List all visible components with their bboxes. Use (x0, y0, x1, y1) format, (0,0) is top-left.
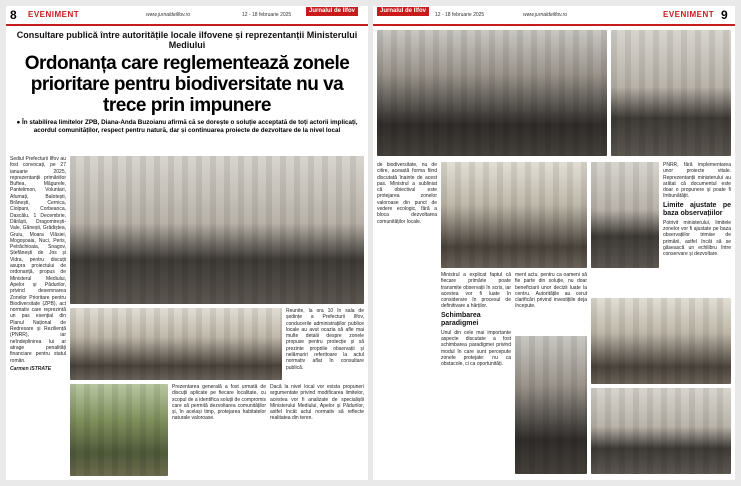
column-text: Prezentarea generală a fost urmată de discuții aplicate pe fiecare localitate, cu scopul de a identifica soluții de compromis care să permită dezvoltarea comunităților și, în același timp, protejarea habitatelor naturale valoroase. (172, 384, 266, 422)
text-column-3 (172, 384, 266, 476)
site-url: www.jurnaldeilfov.ro (523, 12, 568, 18)
text-column-3 (515, 272, 587, 332)
meeting-photo-wide (70, 156, 364, 304)
article-subtitle: Consultare publică între autoritățile locale ilfovene și reprezentanții Ministerului Mediului (16, 30, 358, 50)
column-text: PNRR, fără implementarea unor proiecte vitale. Reprezentanții ministerului au arătat că documentul este doar o propunere și poate fi îmbunătățit. (663, 162, 731, 200)
issue-date: 12 - 18 februarie 2025 (435, 12, 485, 18)
forest-photo (70, 384, 168, 476)
officials-table-photo (70, 308, 282, 380)
section-heading: Schimbarea paradigmei (441, 311, 481, 327)
text-column-1 (10, 156, 66, 474)
article-lead: ● În stabilirea limitelor ZPB, Diana-Anda Buzoianu afirmă că se dorește o soluție acceptată de toți actorii implicați, acordul comunităților, respect pentru natură, dar și continuarea proiecte de dezvoltare de la nivel local (16, 119, 358, 134)
page-header (373, 6, 735, 26)
section-label: EVENIMENT (663, 10, 715, 19)
discussion-photo (441, 162, 587, 268)
column-text: Reunite, la ora 10 în sala de ședințe a Prefecturii Ilfov, conducerile administrațiilor publice locale au avut ocazia să afle mai multe detalii despre zonele propuse pentru protecție și să prezinte propriile observații și nelămuriri referitoare la actul normativ aflat în consultare publică. (286, 308, 364, 371)
text-column-2 (286, 308, 364, 380)
text-column-1 (377, 162, 437, 474)
text-column-2 (441, 272, 511, 474)
text-column-4 (270, 384, 364, 476)
page-number: 9 (721, 8, 728, 22)
section-heading: Limite ajustate pe baza observațiilor (663, 201, 731, 217)
left-page (6, 6, 368, 480)
issue-date: 12 - 18 februarie 2025 (242, 12, 292, 18)
page-number: 8 (10, 8, 17, 22)
audience-closeup-photo (515, 336, 587, 474)
column-text: Potrivit ministerului, limitele zonelor vor fi ajustate pe baza observațiilor trimise de primării, astfel încât să se găsească un echilibru între conservare și dezvoltare. (663, 219, 731, 258)
newspaper-logo: Jurnalul de Ilfov (306, 7, 358, 16)
page-header (6, 6, 368, 26)
minister-presentation-photo (377, 30, 607, 156)
article-title: Ordonanța care reglementează zonele prioritare pentru biodiversitate nu va trece prin impunere (24, 53, 350, 116)
right-page (373, 6, 735, 480)
newspaper-logo: Jurnalul de Ilfov (377, 7, 429, 16)
author-byline: Carmen ISTRATE (10, 365, 52, 372)
text-column-4 (663, 162, 731, 294)
section-label: EVENIMENT (28, 10, 80, 19)
column-text: Unul din cele mai importante aspecte discutate a fost schimbarea paradigmei privind modul în care sunt percepute zonele protejate: nu ca obstacole, ci ca oportunități. (441, 329, 511, 368)
column-text: de biodiversitate, nu de citire, această forma fiind discutată înainte de acest pas. Ministrul a subliniat că obiectivul este protejarea zonelor valoroase din punct de vedere ecologic, fără a bloca dezvoltarea comunităților locale. (377, 162, 437, 225)
participants-photo (591, 162, 659, 268)
site-url: www.jurnaldeilfov.ro (146, 12, 191, 18)
column-text: ment actu. pentru ca oameni să fie parte din soluție, nu doar beneficiarii unor decizii luate la centru. Autoritățile au cerut clarificări privind investițiile deja începute. (515, 272, 587, 310)
hall-photo (591, 298, 731, 384)
column-text: Dacă la nivel local vor exista propuneri argumentate privind modificarea limitelor, acestea vor fi analizate de specialiștii Ministerului Mediului, Apelor și Pădurilor, astfel încât actul normativ să reflecte realitatea din teren. (270, 384, 364, 422)
conference-photo (591, 388, 731, 474)
column-text: Sediul Prefecturii Ilfov au fost convocați, pe 27 ianuarie 2025, reprezentanții primăriilor Buftea, Măgurele, Pantelimon, Voluntari, Afumați, Balotești, Brănești, Cernica, Ciolpani, Corbeanca, Dascălu, 1 Decembrie, Dărăști, Dragomirești-Vale, Gănești, Grădiștea, Gruiu, Moara Vlăsiei, Mogoșoaia, Nuci, Peris, Petrăchioaia, Snagov, Ștefănești de Jos și Vidra, pentru discuții asupra proiectului de ordonanță, propus de Ministerul Mediului, Apelor și Pădurilor, privind desemnarea Zonelor Prioritare pentru Biodiversitate (ZPB), act normativ care reprezintă un pas esențial din Planul Național de Redresare și Reziliență (PNRR), iar neîndeplinirea lui ar atrage penalități financiare pentru statul român. (10, 156, 66, 364)
audience-photo (611, 30, 731, 156)
column-text: Ministrul a explicat faptul că fiecare primărie poate transmite observații în scris, iar acestea vor fi luate în considerare în procesul de definitivare a hărților. (441, 272, 511, 310)
